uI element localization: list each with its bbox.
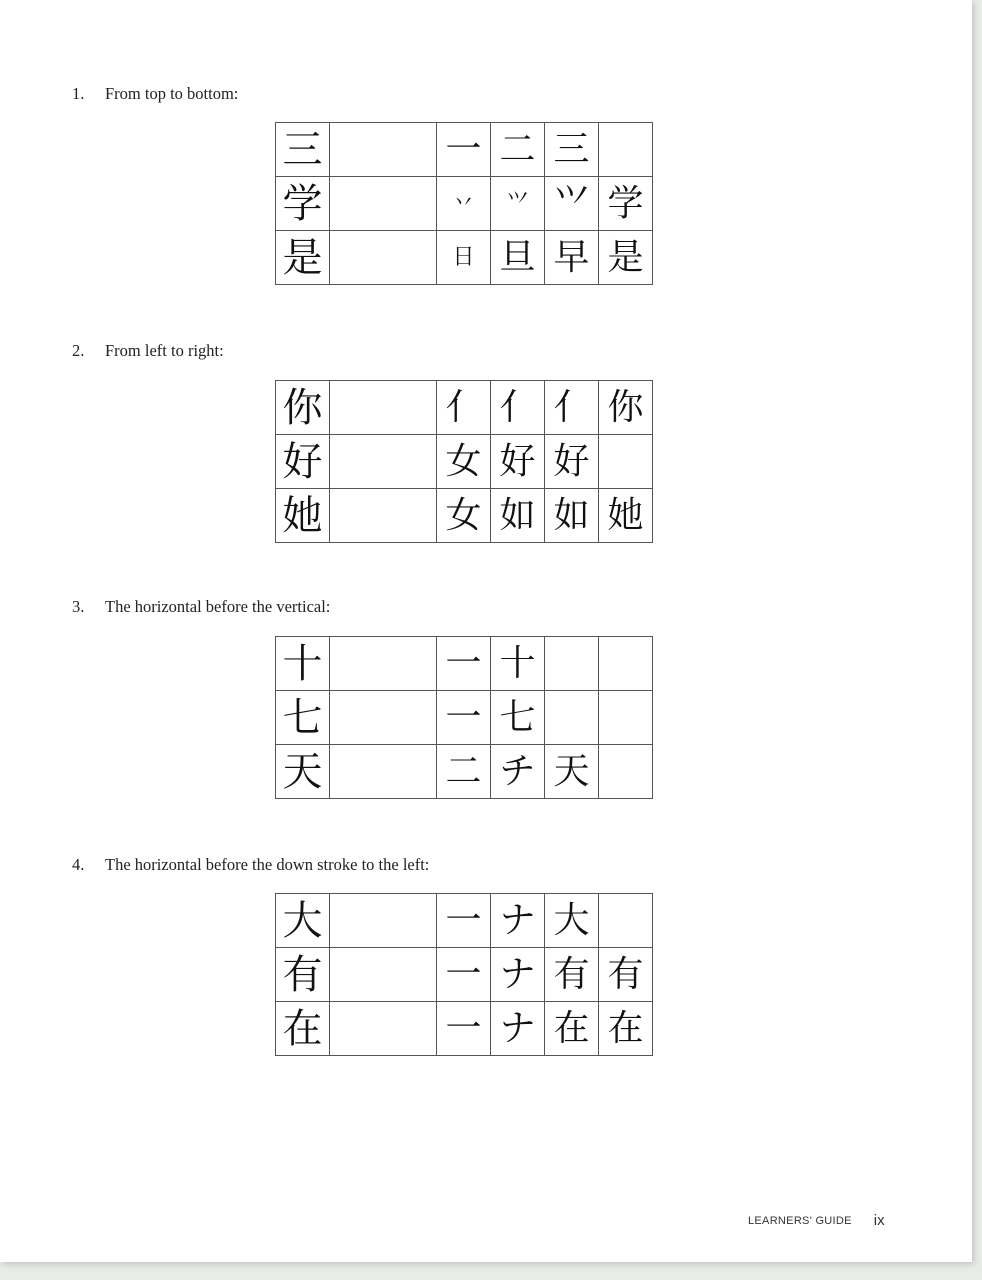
stroke-step-cell [599,691,653,745]
stroke-step-cell: チ [491,745,545,799]
section-title: From left to right: [105,341,224,360]
stroke-step-cell [545,637,599,691]
blank-cell [330,948,437,1002]
stroke-step-cell: 丷 [437,177,491,231]
stroke-step-cell: 如 [491,489,545,543]
page-footer [748,1212,885,1230]
table-row [276,123,653,177]
stroke-step-cell [599,435,653,489]
stroke-step-cell: 十 [491,637,545,691]
blank-cell [330,894,437,948]
stroke-step-cell: 日 [437,231,491,285]
section-title: The horizontal before the vertical: [105,597,331,616]
section-number: 3. [72,597,85,616]
stroke-step-cell: 亻 [437,381,491,435]
section-number: 2. [72,341,85,360]
stroke-step-cell: 如 [545,489,599,543]
stroke-step-cell: 二 [491,123,545,177]
stroke-step-cell: 在 [545,1002,599,1056]
stroke-step-cell: 学 [599,177,653,231]
section-title: The horizontal before the down stroke to the left: [105,855,430,874]
stroke-order-table-4 [275,893,653,1056]
table-row [276,1002,653,1056]
blank-cell [330,177,437,231]
stroke-step-cell: 一 [437,637,491,691]
section-1-heading [72,84,238,104]
stroke-step-cell: 好 [545,435,599,489]
stroke-step-cell: 有 [599,948,653,1002]
stroke-step-cell: 女 [437,489,491,543]
stroke-step-cell: 一 [437,691,491,745]
stroke-step-cell: 一 [437,123,491,177]
blank-cell [330,1002,437,1056]
stroke-step-cell: 你 [599,381,653,435]
stroke-step-cell: ⺍ [491,177,545,231]
blank-cell [330,435,437,489]
stroke-step-cell [599,637,653,691]
table-row [276,435,653,489]
table-row [276,948,653,1002]
stroke-step-cell [599,123,653,177]
stroke-step-cell: 她 [599,489,653,543]
table-row [276,691,653,745]
character-cell: 学 [276,177,330,231]
character-cell: 有 [276,948,330,1002]
section-number: 4. [72,855,85,874]
stroke-step-cell: 亻 [491,381,545,435]
blank-cell [330,231,437,285]
blank-cell [330,489,437,543]
stroke-step-cell: 三 [545,123,599,177]
blank-cell [330,381,437,435]
stroke-step-cell: 早 [545,231,599,285]
stroke-step-cell: 旦 [491,231,545,285]
section-number: 1. [72,84,85,103]
table-row [276,177,653,231]
section-4-heading [72,855,429,875]
stroke-step-cell: 亻 [545,381,599,435]
stroke-order-table-1 [275,122,653,285]
character-cell: 好 [276,435,330,489]
stroke-step-cell: 天 [545,745,599,799]
character-cell: 三 [276,123,330,177]
stroke-order-table-3 [275,636,653,799]
character-cell: 天 [276,745,330,799]
table-row [276,231,653,285]
blank-cell [330,123,437,177]
stroke-order-table-2 [275,380,653,543]
blank-cell [330,745,437,799]
section-3-heading [72,597,330,617]
character-cell: 十 [276,637,330,691]
stroke-step-cell [599,745,653,799]
character-cell: 她 [276,489,330,543]
stroke-step-cell: 好 [491,435,545,489]
section-title: From top to bottom: [105,84,239,103]
stroke-step-cell: 有 [545,948,599,1002]
stroke-step-cell: 在 [599,1002,653,1056]
table-row [276,637,653,691]
table-row [276,745,653,799]
stroke-step-cell: ナ [491,1002,545,1056]
character-cell: 七 [276,691,330,745]
page-number: ix [873,1212,885,1230]
character-cell: 你 [276,381,330,435]
stroke-step-cell: ナ [491,948,545,1002]
character-cell: 在 [276,1002,330,1056]
table-row [276,381,653,435]
stroke-step-cell: 一 [437,948,491,1002]
character-cell: 是 [276,231,330,285]
stroke-step-cell: 女 [437,435,491,489]
section-2-heading [72,341,224,361]
blank-cell [330,637,437,691]
stroke-step-cell: 一 [437,1002,491,1056]
blank-cell [330,691,437,745]
stroke-step-cell: 七 [491,691,545,745]
stroke-step-cell: 是 [599,231,653,285]
table-row [276,894,653,948]
stroke-step-cell [599,894,653,948]
stroke-step-cell: ナ [491,894,545,948]
stroke-step-cell: 二 [437,745,491,799]
guide-label: LEARNERS' GUIDE [748,1214,852,1227]
stroke-step-cell: ⺍ [545,177,599,231]
stroke-step-cell: 大 [545,894,599,948]
character-cell: 大 [276,894,330,948]
stroke-step-cell: 一 [437,894,491,948]
stroke-step-cell [545,691,599,745]
table-row [276,489,653,543]
